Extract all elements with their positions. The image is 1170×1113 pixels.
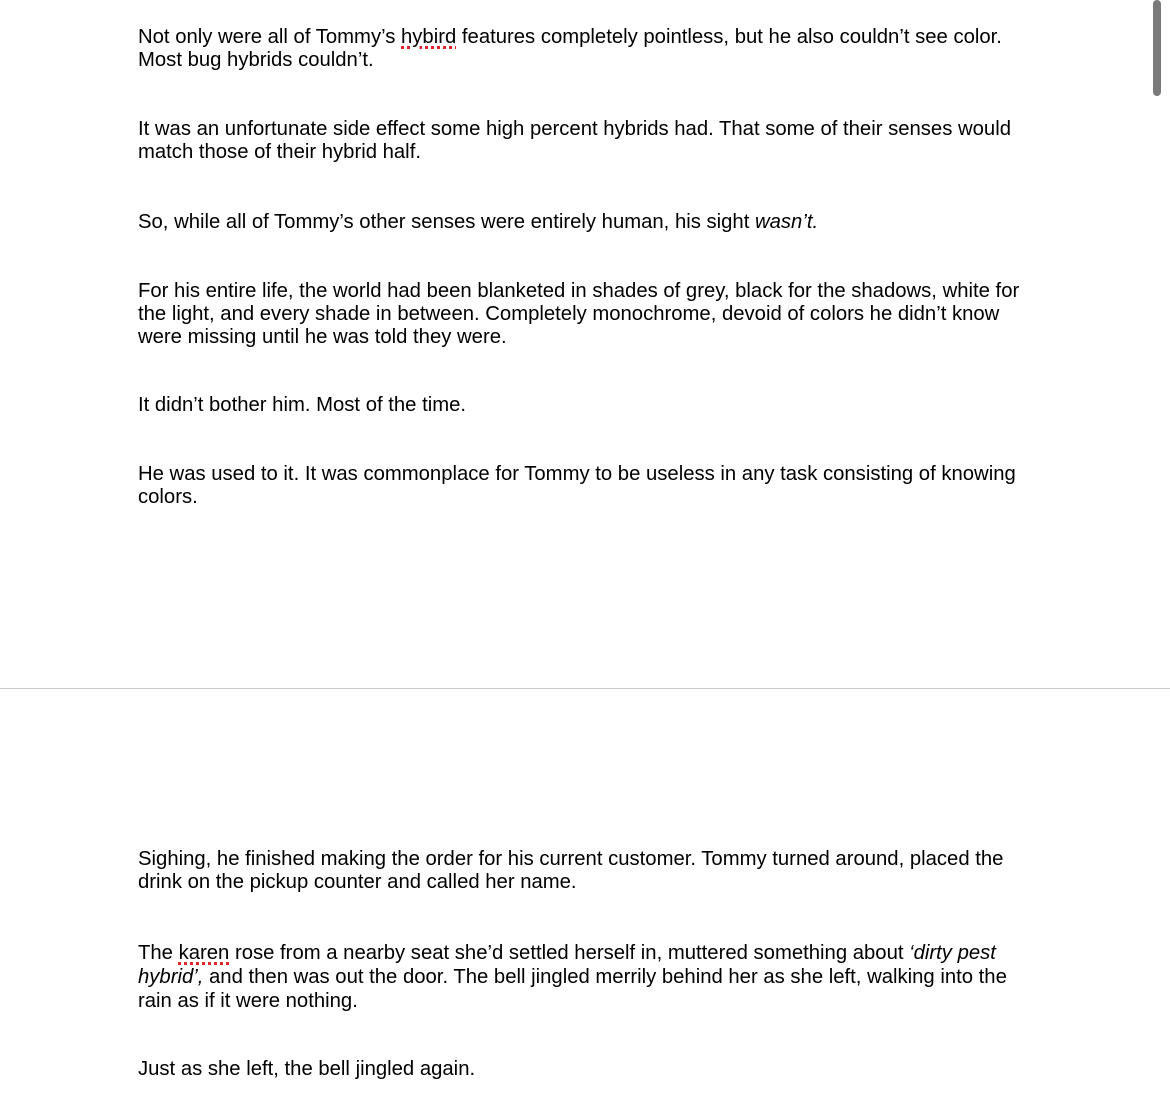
- paragraph[interactable]: It was an unfortunate side effect some high percent hybrids had. That some of their senses would match those of their hybrid half.: [138, 118, 1011, 163]
- paragraph[interactable]: Just as she left, the bell jingled again.: [138, 1058, 476, 1080]
- paragraph[interactable]: For his entire life, the world had been blanketed in shades of grey, black for the shadows, white for the light, and every shade in between. Completely monochrome, devoid of colors he didn’t know were missing until he was told they were.: [138, 280, 1020, 348]
- document-page-2: [0, 689, 1170, 1113]
- vertical-scrollbar-thumb[interactable]: [1153, 0, 1161, 96]
- misspelled-word[interactable]: karen: [178, 942, 230, 964]
- paragraph[interactable]: The karen rose from a nearby seat she’d settled herself in, muttered something about ‘dirty pest hybrid’, and then was out the door. The bell jingled merrily behind her as she left, walking into the rain as if it were nothing.: [138, 942, 1007, 1012]
- paragraph[interactable]: He was used to it. It was commonplace for Tommy to be useless in any task consisting of knowing colors.: [138, 463, 1016, 508]
- misspelled-word[interactable]: hybird: [401, 26, 457, 48]
- italic-text: wasn’t.: [754, 211, 819, 233]
- paragraph[interactable]: So, while all of Tommy’s other senses were entirely human, his sight wasn’t.: [138, 211, 819, 233]
- italic-text: ‘dirty pest hybrid’,: [138, 942, 996, 988]
- paragraph[interactable]: It didn’t bother him. Most of the time.: [138, 394, 467, 416]
- paragraph[interactable]: Sighing, he finished making the order for his current customer. Tommy turned around, placed the drink on the pickup counter and called her name.: [138, 848, 1004, 893]
- paragraph[interactable]: Not only were all of Tommy’s hybird features completely pointless, but he also couldn’t see color. Most bug hybrids couldn’t.: [138, 26, 1002, 71]
